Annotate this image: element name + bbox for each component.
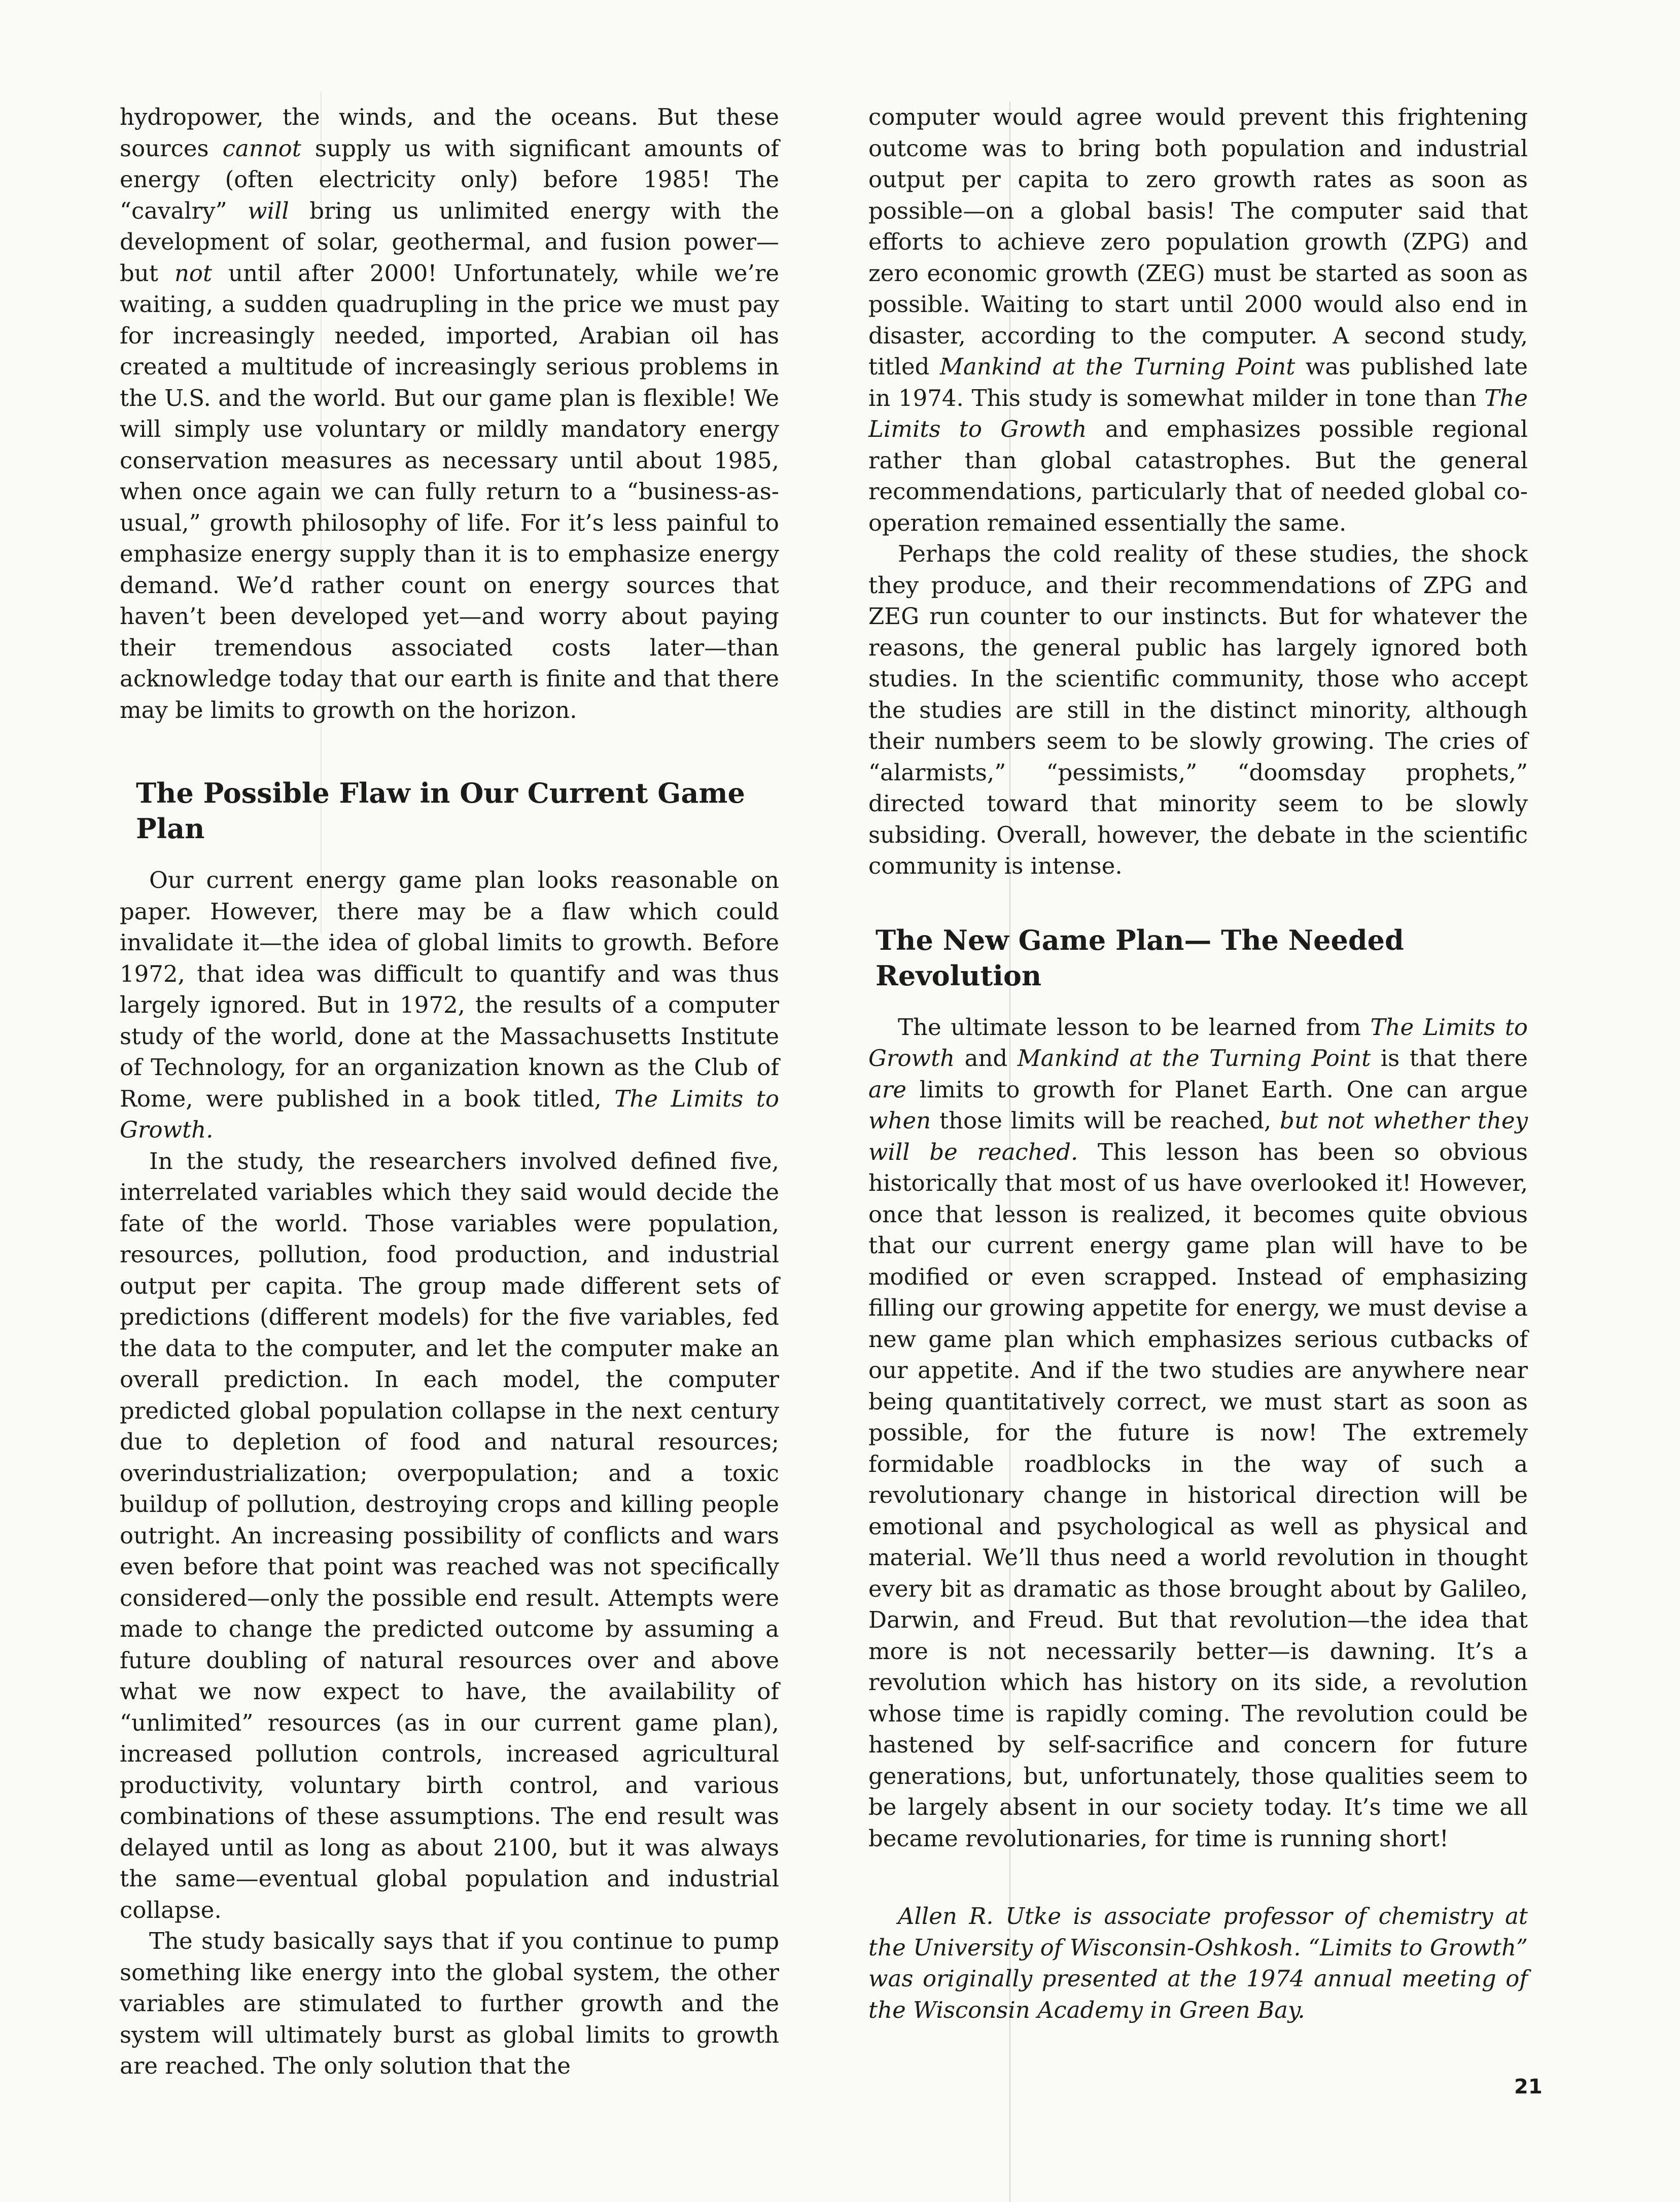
paragraph: hydropower, the winds, and the oceans. But these sources cannot supply us with significant amounts of energy (often electricity only) before 1985! The “cavalry” will bring us unlimited energy with the development of solar, geothermal, and fusion power—but not until after 2000! Unfortunately, while we’re waiting, a sudden quadrupling in the price we must pay for increasingly needed, imported, Arabian oil has created a multitude of increasingly serious problems in the U.S. and the world. But our game plan is flexible! We will simply use voluntary or mildly mandatory energy conservation measures as necessary until about 1985, when once again we can fully return to a “business-as-usual,” growth philosophy of life. For it’s less painful to emphasize energy supply than it is to emphasize energy demand. We’d rather count on energy sources that haven’t been developed yet—and worry about paying their tremendous associated costs later—than acknowledge today that our earth is finite and that there may be limits to growth on the horizon. (120, 104, 779, 724)
page-number: 21 (1514, 2075, 1543, 2098)
paragraph: computer would agree would prevent this frightening outcome was to bring both population and industrial output per capita to zero growth rates as soon as possible—on a global basis! The computer said that efforts to achieve zero population growth (ZPG) and zero economic growth (ZEG) must be started as soon as possible. Waiting to start until 2000 would also end in disaster, according to the computer. A second study, titled Mankind at the Turning Point was published late in 1974. This study is somewhat milder in tone than The Limits to Growth and emphasizes possible regional rather than global catastrophes. But the general recommendations, particularly that of needed global co-operation remained essentially the same. (868, 104, 1528, 536)
section-heading: The New Game Plan— The Needed Revolution (876, 923, 1404, 992)
paragraph: Our current energy game plan looks reasonable on paper. However, there may be a flaw which could invalidate it—the idea of global limits to growth. Before 1972, that idea was difficult to quantify and was thus largely ignored. But in 1972, the results of a computer study of the world, done at the Massachusetts Institute of Technology, for an organization known as the Club of Rome, were published in a book titled, The Limits to Growth. (120, 867, 779, 1143)
section-heading: The Possible Flaw in Our Current Game Plan (136, 777, 745, 845)
paragraph: The study basically says that if you continue to pump something like energy into the global system, the other variables are stimulated to further growth and the system will ultimately burst as global limits to growth are reached. The only solution that the (120, 1928, 779, 2079)
paragraph: The ultimate lesson to be learned from The Limits to Growth and Mankind at the Turning Point is that there are limits to growth for Planet Earth. One can argue when those limits will be reached, but not whether they will be reached. This lesson has been so obvious historically that most of us have overlooked it! However, once that lesson is realized, it becomes quite obvious that our current energy game plan will have to be modified or even scrapped. Instead of emphasizing filling our growing appetite for energy, we must devise a new game plan which emphasizes serious cutbacks of our appetite. And if the two studies are anywhere near being quantitatively correct, we must start as soon as possible, for the future is now! The extremely formidable roadblocks in the way of such a revolutionary change in historical direction will be emotional and psychological as well as physical and material. We’ll thus need a world revolution in thought every bit as dramatic as those brought about by Galileo, Darwin, and Freud. But that revolution—the idea that more is not necessarily better—is dawning. It’s a revolution which has history on its side, a revolution whose time is rapidly coming. The revolution could be hastened by self-sacrifice and concern for future generations, but, unfortunately, those qualities seem to be largely absent in our society today. It’s time we all became revolutionaries, for time is running short! (868, 1013, 1528, 1852)
author-bio: Allen R. Utke is associate professor of chemistry at the University of Wisconsin-Oshkosh. “Limits to Growth” was originally presented at the 1974 annual meeting of the Wisconsin Academy in Green Bay. (868, 1903, 1528, 2023)
paragraph: Perhaps the cold reality of these studies, the shock they produce, and their recommendations of ZPG and ZEG run counter to our instincts. But for whatever the reasons, the general public has largely ignored both studies. In the scientific community, those who accept the studies are still in the distinct minority, although their numbers seem to be slowly growing. The cries of “alarmists,” “pessimists,” “doomsday prophets,” directed toward that minority seem to be slowly subsiding. Overall, however, the debate in the scientific community is intense. (868, 540, 1528, 879)
right-column (868, 101, 1528, 2025)
left-column (120, 101, 779, 2082)
paragraph: In the study, the researchers involved defined five, interrelated variables which they said would decide the fate of the world. Those variables were population, resources, pollution, food production, and industrial output per capita. The group made different sets of predictions (different models) for the five variables, fed the data to the computer, and let the computer make an overall prediction. In each model, the computer predicted global population collapse in the next century due to depletion of food and natural resources; overindustrialization; overpopulation; and a toxic buildup of pollution, destroying crops and killing people outright. An increasing possibility of conflicts and wars even before that point was reached was not specifically considered—only the possible end result. Attempts were made to change the predicted outcome by assuming a future doubling of natural resources over and above what we now expect to have, the availability of “unlimited” resources (as in our current game plan), increased pollution controls, increased agricultural productivity, voluntary birth control, and various combinations of these assumptions. The end result was delayed until as long as about 2100, but it was always the same—eventual global population and industrial collapse. (120, 1147, 779, 1923)
